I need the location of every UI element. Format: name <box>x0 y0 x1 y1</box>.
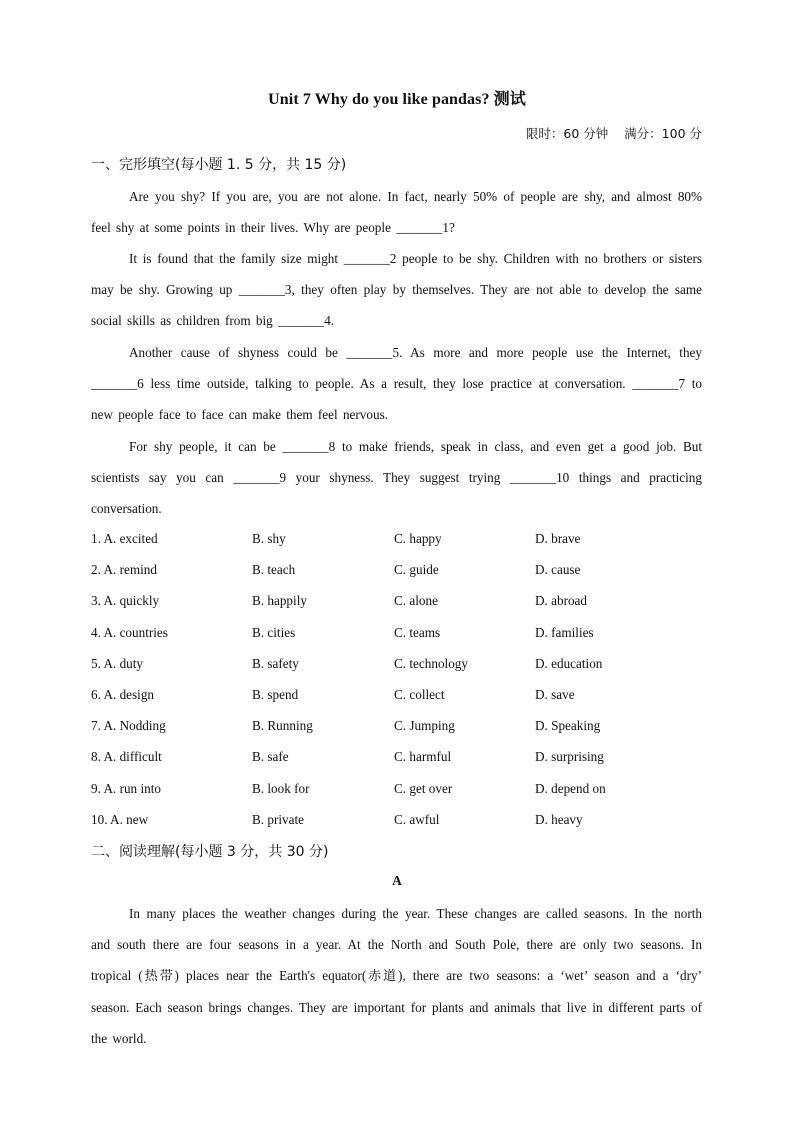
option-b: B. private <box>252 811 305 827</box>
option-d: D. depend on <box>535 780 606 796</box>
question-row <box>91 742 702 773</box>
option-b: B. teach <box>252 562 296 578</box>
reading-paragraph: In many places the weather changes during the year. These changes are called seasons. In the north and south there are four seasons in a year. At the North and South Pole, there are only two seasons. In tropical (热带) places near the Earth's equator(赤道), there are two seasons: a ‘wet’ season and a ‘dry’ season. Each season brings changes. They are important for plants and animals that live in different parts of the world. <box>91 906 702 1046</box>
option-c: C. teams <box>394 624 441 640</box>
question-row <box>91 680 702 711</box>
cloze-options <box>91 524 702 836</box>
question-row <box>91 618 702 649</box>
option-c: C. collect <box>394 686 445 702</box>
option-a: 2. A. remind <box>91 562 157 578</box>
option-a: 4. A. countries <box>91 624 168 640</box>
option-a: 7. A. Nodding <box>91 718 166 734</box>
passage-label: A <box>392 873 402 888</box>
option-b: B. happily <box>252 593 307 609</box>
option-c: C. get over <box>394 780 453 796</box>
option-c: C. alone <box>394 593 438 609</box>
option-b: B. spend <box>252 686 299 702</box>
option-a: 5. A. duty <box>91 655 144 671</box>
option-a: 1. A. excited <box>91 531 158 546</box>
option-b: B. shy <box>252 531 286 546</box>
cloze-paragraph-3: Another cause of shyness could be _______5. As more and more people use the Internet, they _______6 less time outside, talking to people. As a result, they lose practice at conversation. _______7 to new people face to face can make them feel nervous. <box>91 345 702 423</box>
option-d: D. save <box>535 686 575 702</box>
option-a: 3. A. quickly <box>91 593 160 609</box>
option-b: B. look for <box>252 780 310 796</box>
question-row <box>91 774 702 805</box>
time-score-limits: 限时：60 分钟 满分：100 分 <box>525 126 702 141</box>
cloze-paragraph-2: It is found that the family size might _______2 people to be shy. Children with no brothers or sisters may be shy. Growing up _______3, they often play by themselves. They are not able to develop the same social skills as children from big _______4. <box>91 251 702 329</box>
option-d: D. families <box>535 624 594 640</box>
option-d: D. education <box>535 655 603 671</box>
cloze-paragraph-4: For shy people, it can be _______8 to make friends, speak in class, and even get a good job. But scientists say you can _______9 your shyness. They suggest trying _______10 things and practicing conversation. <box>91 439 702 517</box>
option-a: 10. A. new <box>91 811 149 827</box>
question-row <box>91 649 702 680</box>
option-b: B. cities <box>252 624 296 640</box>
option-d: D. surprising <box>535 749 604 765</box>
question-row <box>91 805 702 836</box>
option-c: C. Jumping <box>394 718 455 734</box>
option-c: C. awful <box>394 811 440 827</box>
page-title: Unit 7 Why do you like pandas? 测试 <box>268 91 526 108</box>
option-a: 6. A. design <box>91 686 155 702</box>
option-c: C. harmful <box>394 749 452 765</box>
option-d: D. Speaking <box>535 718 601 734</box>
option-a: 9. A. run into <box>91 780 161 796</box>
option-c: C. technology <box>394 655 468 671</box>
question-row <box>91 555 702 586</box>
section-1-heading: 一、完形填空(每小题 1. 5 分，共 15 分) <box>91 157 347 173</box>
option-b: B. safety <box>252 655 299 671</box>
question-row <box>91 524 702 555</box>
option-c: C. happy <box>394 531 442 546</box>
option-d: D. abroad <box>535 593 587 609</box>
option-a: 8. A. difficult <box>91 749 162 765</box>
option-d: D. cause <box>535 562 581 578</box>
option-b: B. Running <box>252 718 313 734</box>
cloze-paragraph-1: Are you shy? If you are, you are not alone. In fact, nearly 50% of people are shy, and almost 80% feel shy at some points in their lives. Why are people _______1? <box>91 189 702 236</box>
option-c: C. guide <box>394 562 439 578</box>
option-b: B. safe <box>252 749 289 765</box>
option-d: D. brave <box>535 531 581 546</box>
option-d: D. heavy <box>535 811 583 827</box>
section-2-heading: 二、阅读理解(每小题 3 分，共 30 分) <box>91 844 329 860</box>
question-row <box>91 711 702 742</box>
question-row <box>91 586 702 617</box>
